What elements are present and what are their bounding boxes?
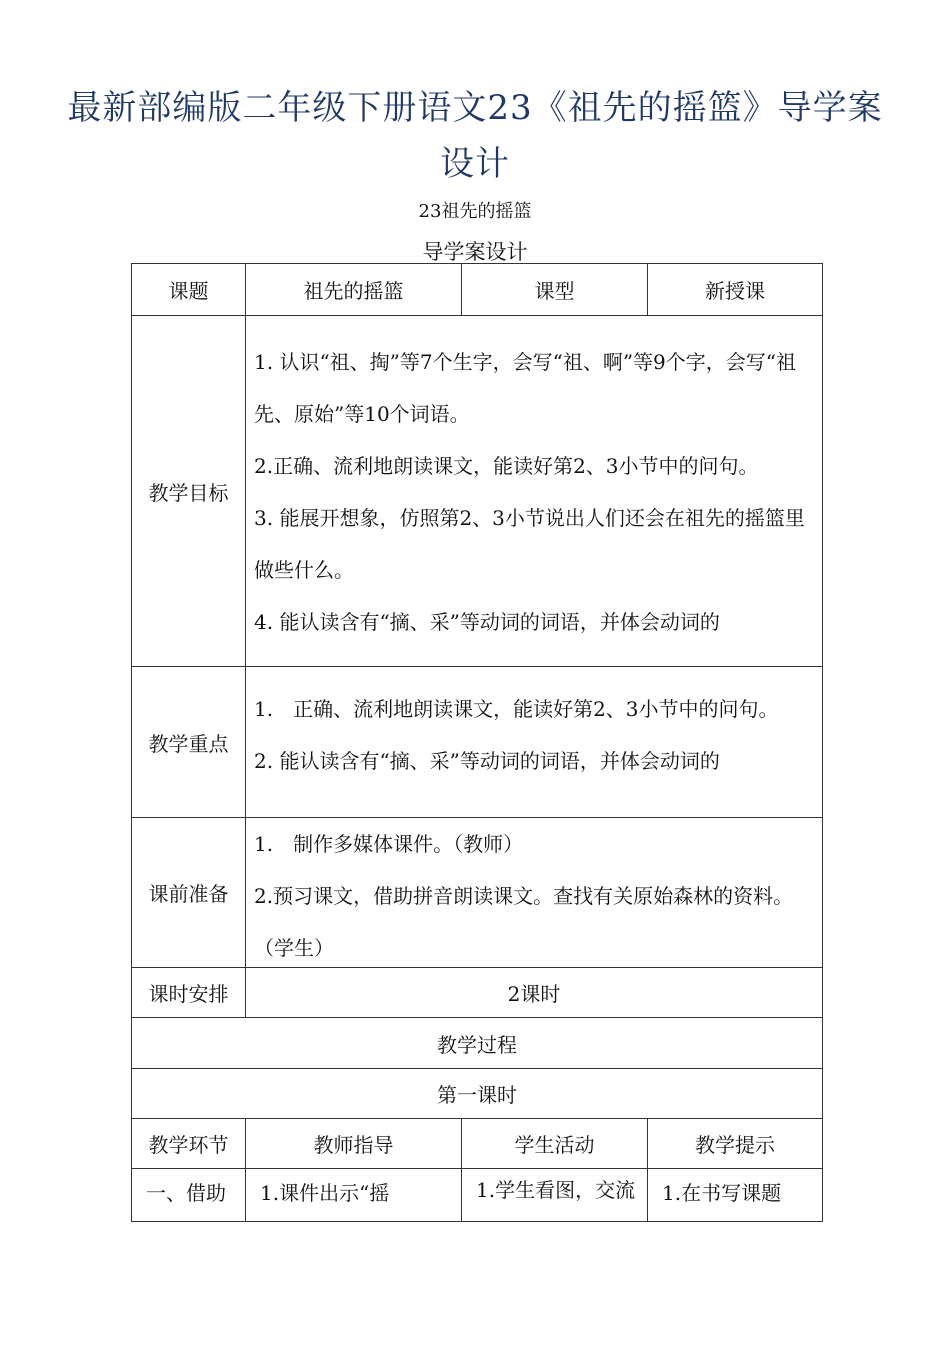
schedule-row <box>132 968 823 1018</box>
row1-stage-text: 一、借助 <box>146 1181 226 1205</box>
document-subtitle-design: 导学案设计 <box>422 240 528 264</box>
goals-label: 教学目标 <box>132 316 246 667</box>
prep-row <box>132 818 823 968</box>
document-title: 最新部编版二年级下册语文23《祖先的摇篮》导学案设计 <box>67 88 883 184</box>
prep-content <box>246 818 823 968</box>
document-subtitle: 23祖先的摇篮 <box>418 201 532 222</box>
schedule-label: 课时安排 <box>132 968 246 1018</box>
row1-stage <box>132 1169 246 1222</box>
header-row <box>132 264 823 316</box>
focus-content <box>246 667 823 818</box>
table-row <box>132 1169 823 1222</box>
goals-content <box>246 316 823 667</box>
col-stage: 教学环节 <box>132 1119 246 1169</box>
row1-teacher <box>246 1169 462 1222</box>
focus-item: 2. 能认读含有“摘、采”等动词的词语，并体会动词的 <box>254 749 720 773</box>
goal-item: 4. 能认读含有“摘、采”等动词的词语，并体会动词的 <box>254 610 720 634</box>
row1-tips <box>648 1169 823 1222</box>
prep-item: 2.预习课文，借助拼音朗读课文。查找有关原始森林的资料。（学生） <box>254 884 794 960</box>
lesson-row <box>132 1069 823 1119</box>
row1-student <box>462 1169 648 1222</box>
prep-label: 课前准备 <box>132 818 246 968</box>
process-row <box>132 1018 823 1069</box>
goal-item: 2.正确、流利地朗读课文，能读好第2、3小节中的问句。 <box>254 454 759 478</box>
columns-row <box>132 1119 823 1169</box>
type-value: 新授课 <box>648 264 823 316</box>
row1-teacher-text: 1.课件出示“摇 <box>260 1181 390 1205</box>
label-type: 课型 <box>462 264 648 316</box>
row1-student-text: 1.学生看图，交流 <box>476 1178 636 1202</box>
topic-value: 祖先的摇篮 <box>246 264 462 316</box>
lesson-title: 第一课时 <box>132 1069 823 1119</box>
schedule-value: 2课时 <box>246 968 823 1018</box>
process-title: 教学过程 <box>132 1018 823 1069</box>
label-topic: 课题 <box>132 264 246 316</box>
col-teacher: 教师指导 <box>246 1119 462 1169</box>
goals-row <box>132 316 823 667</box>
goal-item: 1. 认识“祖、掏”等7个生字，会写“祖、啊”等9个字，会写“祖先、原始”等10个词语。 <box>254 350 797 426</box>
lesson-plan-table <box>131 263 823 1222</box>
goal-item: 3. 能展开想象，仿照第2、3小节说出人们还会在祖先的摇篮里做些什么。 <box>254 506 805 582</box>
focus-item: 1. 正确、流利地朗读课文，能读好第2、3小节中的问句。 <box>254 697 779 721</box>
focus-row <box>132 667 823 818</box>
col-student: 学生活动 <box>462 1119 648 1169</box>
focus-label: 教学重点 <box>132 667 246 818</box>
col-tips: 教学提示 <box>648 1119 823 1169</box>
prep-item: 1. 制作多媒体课件。（教师） <box>254 832 524 856</box>
row1-tips-text: 1.在书写课题 <box>662 1181 782 1205</box>
